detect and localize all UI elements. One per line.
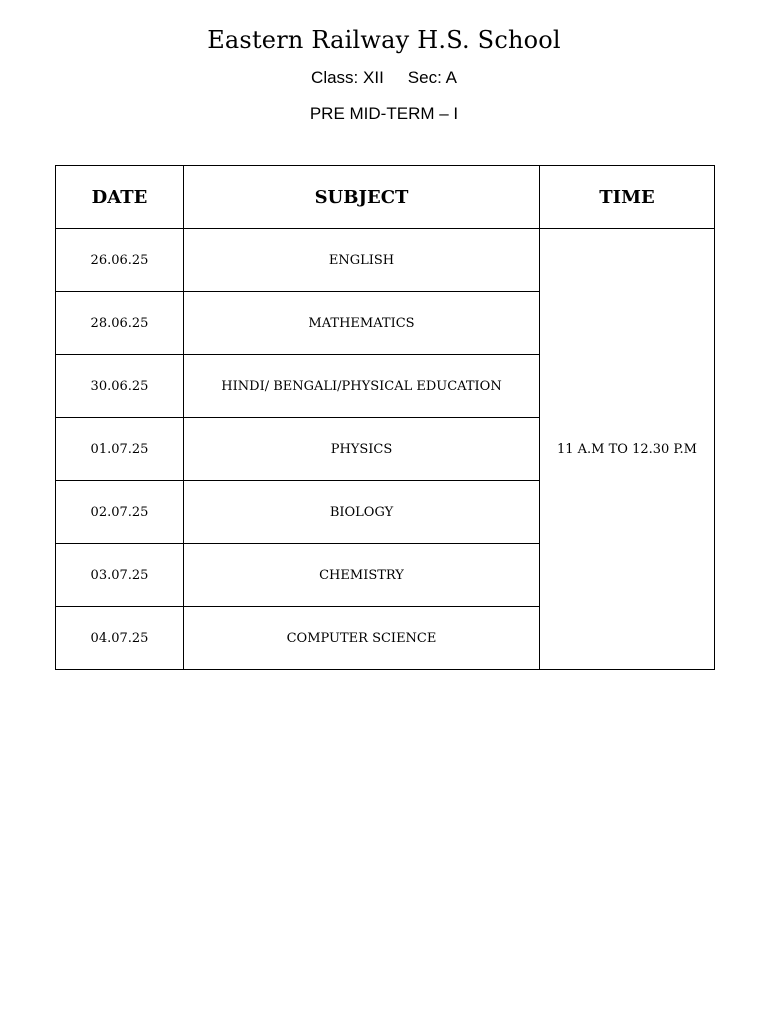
class-section-line <box>0 66 768 90</box>
time-cell: 11 A.M TO 12.30 P.M <box>540 229 715 670</box>
school-name: Eastern Railway H.S. School <box>207 26 561 54</box>
subject-cell: ENGLISH <box>184 229 540 292</box>
date-cell: 02.07.25 <box>56 481 184 544</box>
column-header-subject: SUBJECT <box>184 166 540 229</box>
table-header-row <box>56 166 715 229</box>
column-header-date: DATE <box>56 166 184 229</box>
date-cell: 04.07.25 <box>56 607 184 670</box>
subject-cell: HINDI/ BENGALI/PHYSICAL EDUCATION <box>184 355 540 418</box>
exam-schedule-table <box>55 165 715 670</box>
table-row <box>56 229 715 292</box>
date-cell: 30.06.25 <box>56 355 184 418</box>
date-cell: 03.07.25 <box>56 544 184 607</box>
class-label: Class: XII <box>311 68 384 87</box>
section-label: Sec: A <box>407 68 457 87</box>
exam-name: PRE MID-TERM – I <box>309 104 459 123</box>
date-cell: 28.06.25 <box>56 292 184 355</box>
date-cell: 01.07.25 <box>56 418 184 481</box>
subject-cell: MATHEMATICS <box>184 292 540 355</box>
subject-cell: PHYSICS <box>184 418 540 481</box>
subject-cell: BIOLOGY <box>184 481 540 544</box>
date-cell: 26.06.25 <box>56 229 184 292</box>
column-header-time: TIME <box>540 166 715 229</box>
subject-cell: CHEMISTRY <box>184 544 540 607</box>
subject-cell: COMPUTER SCIENCE <box>184 607 540 670</box>
